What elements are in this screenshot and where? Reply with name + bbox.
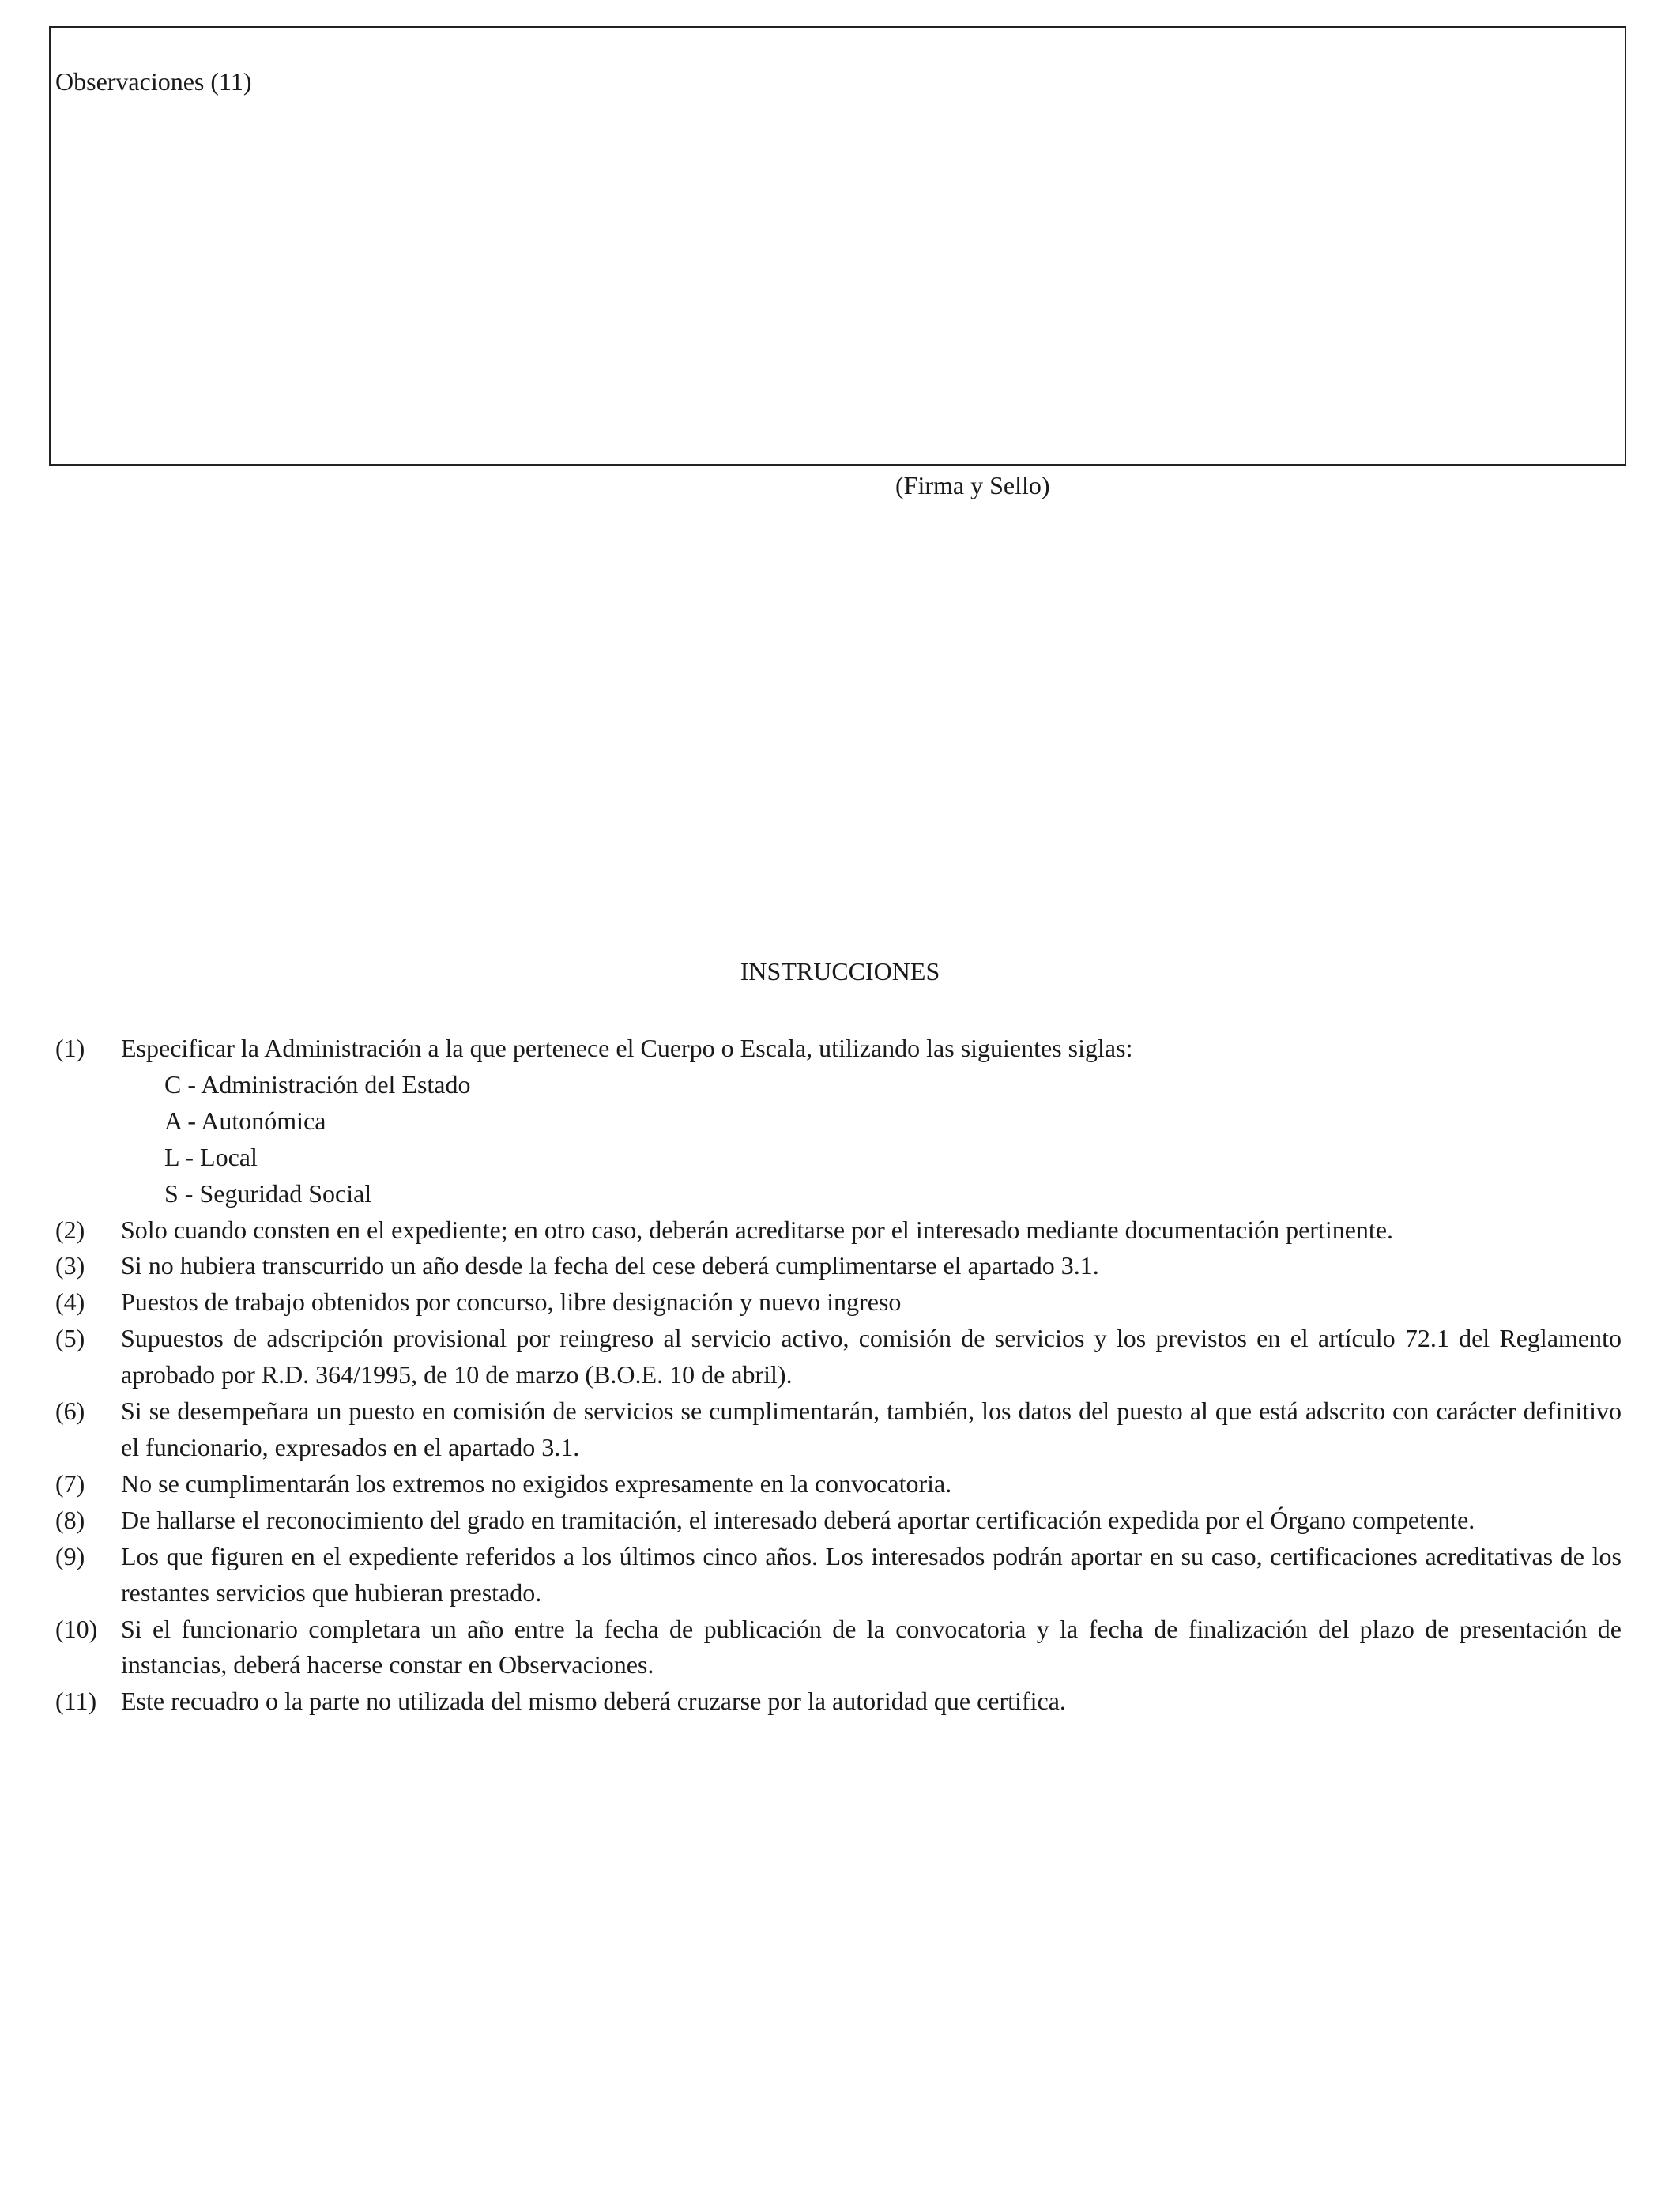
- instruction-number: (11): [55, 1687, 97, 1716]
- instruction-item-5: [55, 1321, 1622, 1393]
- instruction-item-10: [55, 1612, 1622, 1684]
- instruction-item-7: [55, 1466, 1622, 1502]
- instruction-text: De hallarse el reconocimiento del grado en tramitación, el interesado deberá aportar certificación expedida por el Órgano competente.: [121, 1505, 1475, 1534]
- instruction-number: (1): [55, 1034, 85, 1062]
- sigla-item: L - Local: [164, 1142, 258, 1171]
- instruction-item-2: [55, 1212, 1622, 1249]
- sigla-item: S - Seguridad Social: [164, 1178, 372, 1208]
- instruction-text: Este recuadro o la parte no utilizada del mismo deberá cruzarse por la autoridad que certifica.: [121, 1687, 1066, 1716]
- instruction-item-3: [55, 1248, 1622, 1284]
- instruction-text: Supuestos de adscripción provisional por reingreso al servicio activo, comisión de servicios y los previstos en el artículo 72.1 del Reglamento aprobado por R.D. 364/1995, de 10 de marzo (B.O.E. 10 de abril).: [121, 1324, 1622, 1389]
- instruction-number: (5): [55, 1324, 85, 1353]
- instruction-text: Si se desempeñara un puesto en comisión de servicios se cumplimentarán, también, los datos del puesto al que está adscrito con carácter definitivo el funcionario, expresados en el apartado 3.1.: [121, 1397, 1622, 1461]
- observaciones-box[interactable]: [49, 26, 1626, 466]
- instruction-number: (6): [55, 1397, 85, 1426]
- siglas-list: [121, 1067, 1622, 1212]
- instruction-text: Especificar la Administración a la que pertenece el Cuerpo o Escala, utilizando las siguientes siglas:: [121, 1034, 1133, 1062]
- instruction-item-8: [55, 1502, 1622, 1539]
- instructions-title: INSTRUCCIONES: [740, 957, 940, 986]
- instruction-text: Solo cuando consten en el expediente; en otro caso, deberán acreditarse por el interesado mediante documentación pertinente.: [121, 1215, 1394, 1244]
- instruction-text: Si no hubiera transcurrido un año desde la fecha del cese deberá cumplimentarse el apartado 3.1.: [121, 1251, 1099, 1280]
- instruction-number: (8): [55, 1505, 85, 1534]
- instructions-list: [55, 1031, 1622, 1720]
- instruction-item-9: [55, 1539, 1622, 1612]
- instruction-item-4: [55, 1284, 1622, 1321]
- instruction-number: (4): [55, 1287, 85, 1317]
- instruction-number: (7): [55, 1468, 85, 1498]
- instruction-number: (2): [55, 1215, 85, 1244]
- sigla-item: C - Administración del Estado: [164, 1069, 471, 1099]
- instruction-number: (10): [55, 1614, 98, 1643]
- instruction-number: (9): [55, 1541, 85, 1570]
- instruction-text: Los que figuren en el expediente referidos a los últimos cinco años. Los interesados podrán aportar en su caso, certificaciones acreditativas de los restantes servicios que hubieran prestado.: [121, 1541, 1622, 1607]
- sigla-item: A - Autonómica: [164, 1106, 326, 1135]
- instruction-number: (3): [55, 1251, 85, 1280]
- observaciones-label: Observaciones (11): [55, 67, 252, 96]
- instruction-item-6: [55, 1393, 1622, 1466]
- signature-caption: (Firma y Sello): [895, 471, 1050, 499]
- instruction-text: Si el funcionario completara un año entre la fecha de publicación de la convocatoria y la fecha de finalización del plazo de presentación de instancias, deberá hacerse constar en Observaciones.: [121, 1614, 1622, 1679]
- instruction-text: No se cumplimentarán los extremos no exigidos expresamente en la convocatoria.: [121, 1468, 952, 1498]
- instruction-item-1: [55, 1031, 1622, 1212]
- instruction-text: Puestos de trabajo obtenidos por concurso, libre designación y nuevo ingreso: [121, 1287, 902, 1317]
- instruction-item-11: [55, 1683, 1622, 1720]
